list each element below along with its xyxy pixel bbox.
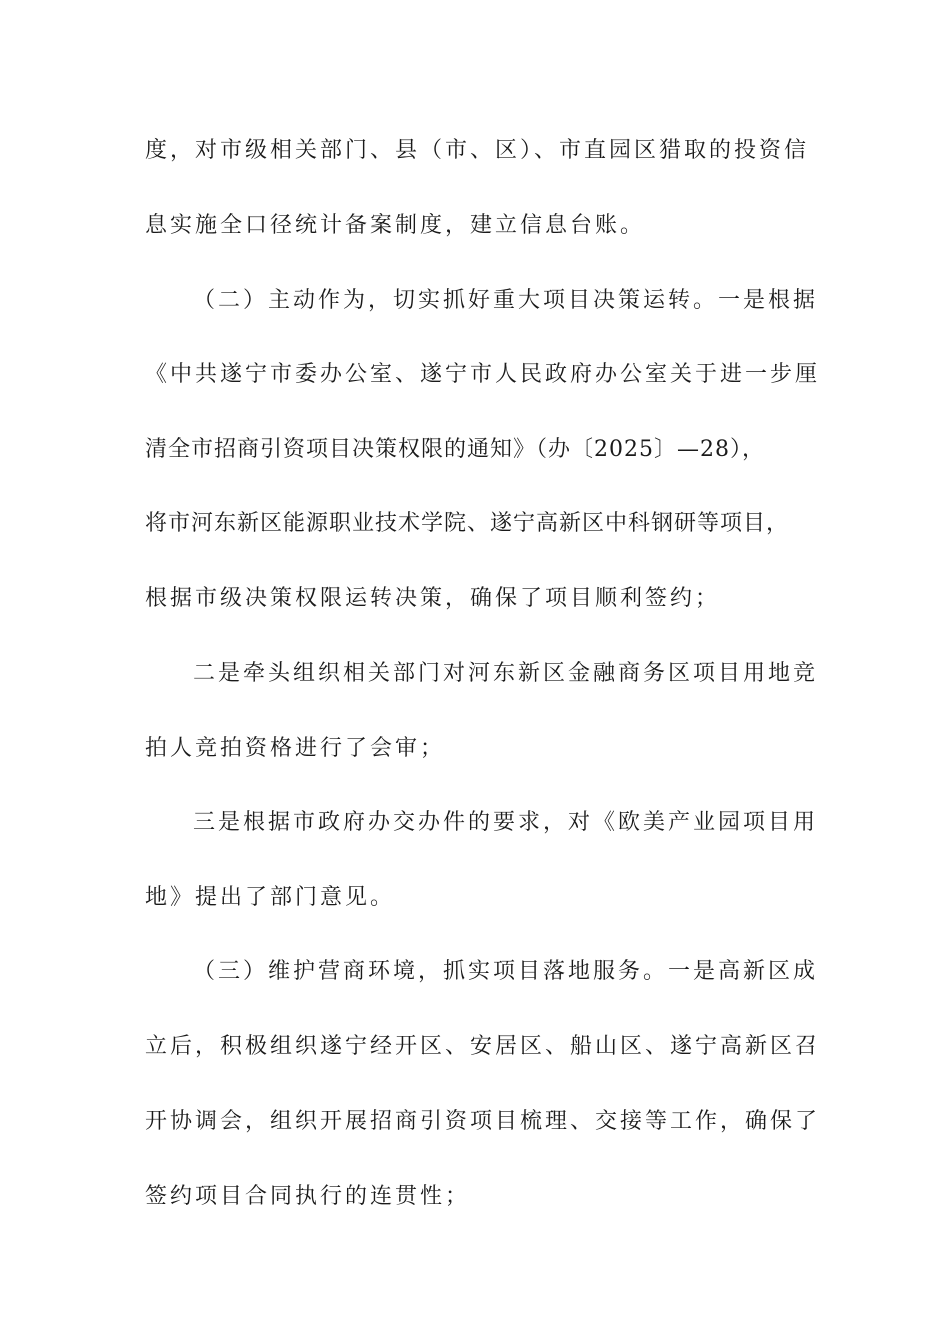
text-line: 立后，积极组织遂宁经开区、安居区、船山区、遂宁高新区召 [145, 1034, 821, 1059]
text-line: 地》提出了部门意见。 [145, 885, 396, 910]
text-line: 拍人竞拍资格进行了会审； [145, 736, 446, 761]
paragraph-heading-line: （二）主动作为，切实抓好重大项目决策运转。一是根据 [193, 288, 819, 313]
paragraph-heading-line: （三）维护营商环境，抓实项目落地服务。一是高新区成 [193, 959, 819, 984]
text-line: 息实施全口径统计备案制度，建立信息台账。 [145, 213, 646, 238]
text-line: 将市河东新区能源职业技术学院、遂宁高新区中科钢研等项目， [145, 511, 790, 536]
text-line: 二是牵头组织相关部门对河东新区金融商务区项目用地竞 [193, 661, 819, 686]
text-line: 《中共遂宁市委办公室、遂宁市人民政府办公室关于进一步厘 [145, 362, 821, 387]
text-line: 清全市招商引资项目决策权限的通知》（办〔2025〕—28）， [145, 437, 765, 462]
text-line: 度，对市级相关部门、县（市、区）、市直园区猎取的投资信 [145, 138, 810, 163]
text-line: 根据市级决策权限运转决策，确保了项目顺利签约； [145, 586, 721, 611]
text-line: 三是根据市政府办交办件的要求，对《欧美产业园项目用 [193, 810, 819, 835]
text-line: 开协调会，组织开展招商引资项目梳理、交接等工作，确保了 [145, 1109, 821, 1134]
text-line: 签约项目合同执行的连贯性； [145, 1184, 471, 1209]
